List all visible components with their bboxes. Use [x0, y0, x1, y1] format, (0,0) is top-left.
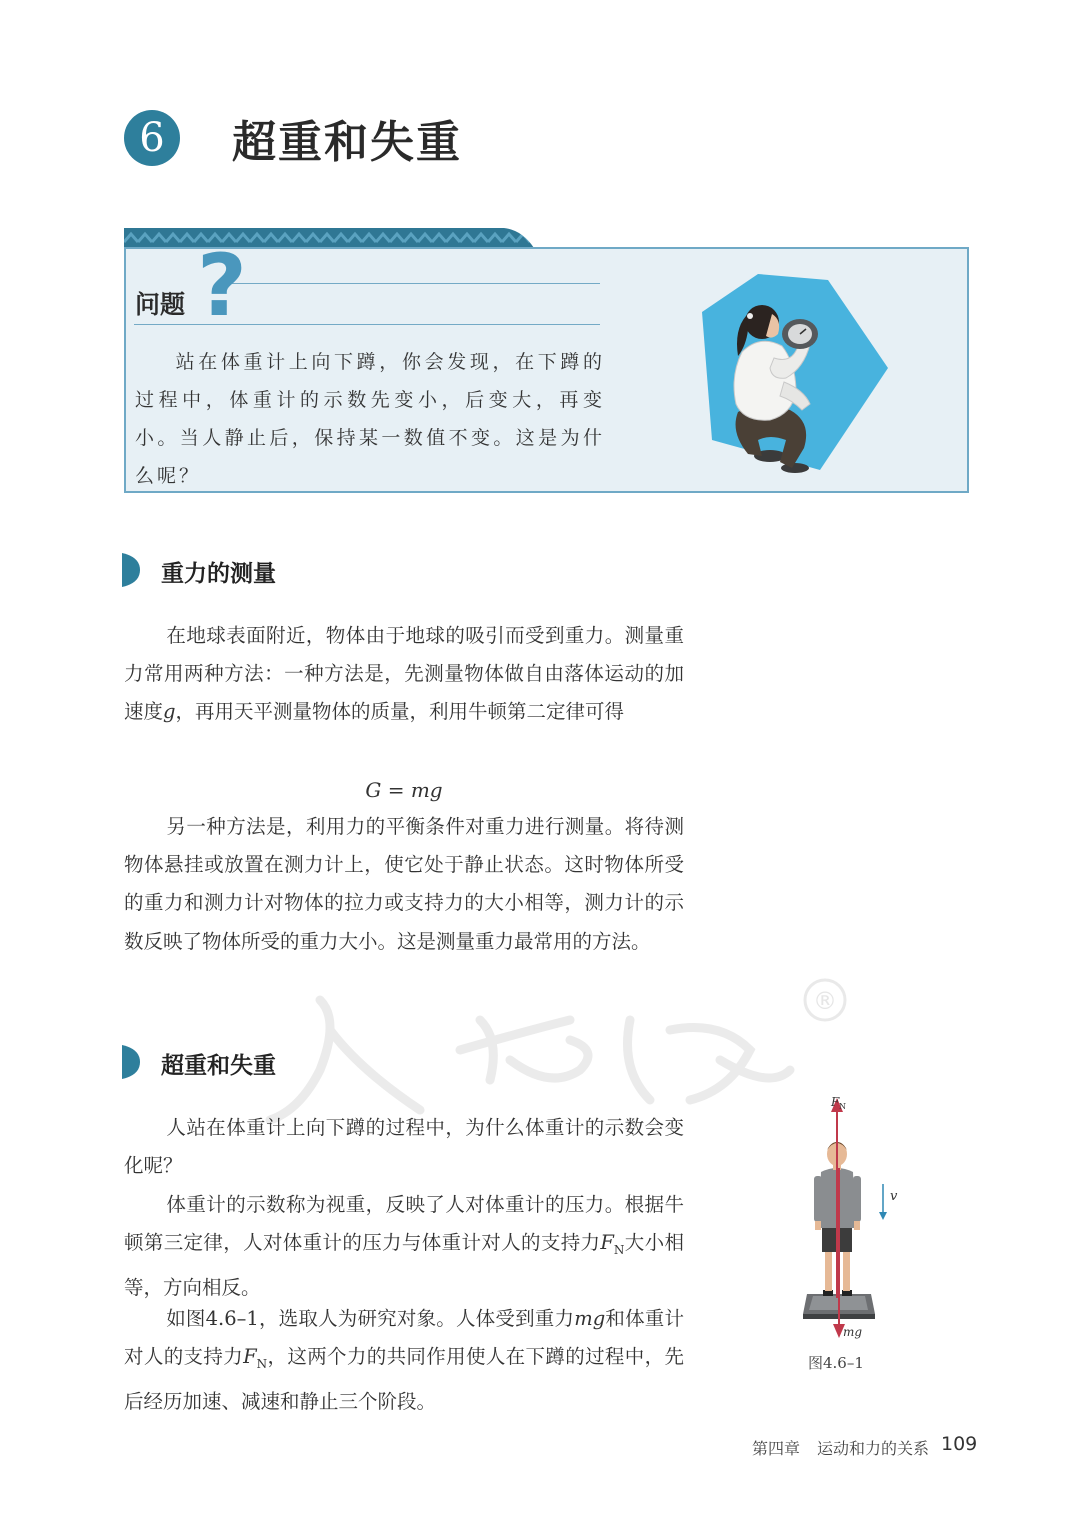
label-fn-subscript: N — [839, 1102, 846, 1111]
question-divider-top — [226, 283, 600, 284]
section-title: 超重和失重 — [232, 117, 462, 168]
label-v: v — [890, 1189, 898, 1204]
figure-caption: 图4.6–1 — [808, 1354, 864, 1372]
publisher-watermark — [250, 960, 870, 1130]
formula-g-equals-mg: G = mg — [365, 778, 443, 802]
section-number-badge: 6 — [124, 110, 180, 166]
question-mark-icon: ? — [197, 236, 247, 336]
squatting-person-on-scale-illustration — [700, 272, 890, 477]
footer-chapter: 第四章 — [752, 1439, 801, 1458]
section-heading-marker-icon — [122, 553, 140, 587]
registered-mark: ® — [813, 987, 837, 1015]
paragraph-balance-method: 另一种方法是，利用力的平衡条件对重力进行测量。将待测物体悬挂或放置在测力计上，使它处于静止状态。这时物体所受的重力和测力计对物体的拉力或支持力的大小相等，测力计的示数反映了物体所受的重力大小。这是测量重力最常用的方法。 — [124, 815, 684, 953]
label-fn: F — [831, 1095, 840, 1109]
question-label: 问题 — [135, 290, 186, 319]
heading-gravity-measurement: 重力的测量 — [161, 561, 276, 587]
paragraph-force-analysis: 如图4.6–1，选取人为研究对象。人体受到重力mg和体重计对人的支持力$F_N$，这两个力的共同作用使人在下蹲的过程中，先后经历加速、减速和静止三个阶段。 — [124, 1307, 684, 1414]
page-number: 109 — [941, 1433, 978, 1455]
paragraph-question-why: 人站在体重计上向下蹲的过程中，为什么体重计的示数会变化呢？ — [124, 1116, 684, 1178]
heading-overweight-weightlessness: 超重和失重 — [161, 1053, 276, 1079]
footer-chapter-title: 运动和力的关系 — [817, 1439, 930, 1458]
section-heading-marker-icon — [122, 1045, 140, 1079]
force-diagram-figure — [795, 1088, 915, 1344]
paragraph-apparent-weight: 体重计的示数称为视重，反映了人对体重计的压力。根据牛顿第三定律，人对体重计的压力与体重计对人的支持力$F_N$大小相等，方向相反。 — [124, 1193, 684, 1300]
paragraph-gravity-methods: 在地球表面附近，物体由于地球的吸引而受到重力。测量重力常用两种方法：一种方法是，先测量物体做自由落体运动的加速度g，再用天平测量物体的质量，利用牛顿第二定律可得 — [124, 624, 684, 724]
question-box-header-band — [124, 228, 534, 248]
label-mg: mg — [843, 1325, 863, 1339]
question-text: 站在体重计上向下蹲，你会发现，在下蹲的过程中，体重计的示数先变小，后变大，再变小。当人静止后，保持某一数值不变。这是为什么呢？ — [135, 351, 605, 487]
